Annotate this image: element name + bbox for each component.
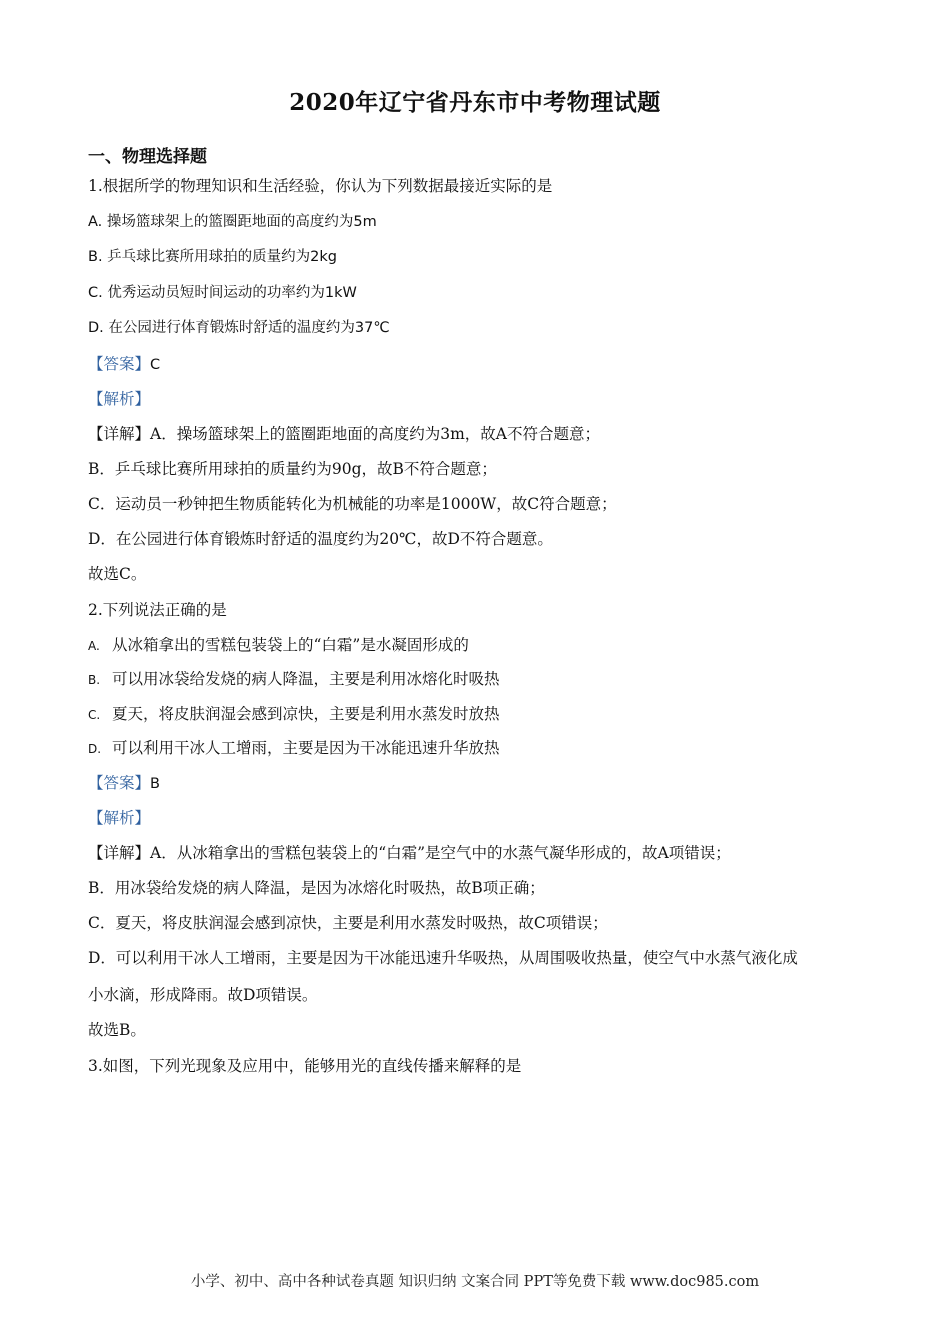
answer-value: C [150, 357, 161, 373]
q1-stem: 1.根据所学的物理知识和生活经验，你认为下列数据最接近实际的是 [88, 177, 553, 195]
q2-answer [88, 773, 160, 794]
q2-explanation-a: 【详解】A．从冰箱拿出的雪糕包装袋上的“白霜”是空气中的水蒸气凝华形成的，故A项错误； [88, 844, 731, 862]
q2-analysis-label: 【解析】 [88, 809, 151, 827]
detail-label: 【详解】 [88, 425, 151, 443]
q2-conclusion: 故选B。 [88, 1021, 146, 1039]
q1-answer [88, 354, 160, 375]
q2-explanation-d-cont: 小水滴，形成降雨。故D项错误。 [88, 986, 318, 1004]
q1-conclusion: 故选C。 [88, 565, 147, 583]
q1-explanation-a: 【详解】A．操场篮球架上的篮圈距地面的高度约为3m，故A不符合题意； [88, 425, 600, 443]
answer-label: 【答案】 [88, 774, 151, 792]
section-heading: 一、物理选择题 [88, 147, 207, 167]
answer-value: B [150, 776, 160, 792]
q2-option-b: B. 可以用冰袋给发烧的病人降温，主要是利用冰熔化时吸热 [88, 670, 500, 688]
q2-stem: 2.下列说法正确的是 [88, 601, 227, 619]
q2-explanation-b: B．用冰袋给发烧的病人降温，是因为冰熔化时吸热，故B项正确； [88, 879, 545, 897]
q2-option-c: C. 夏天，将皮肤润湿会感到凉快，主要是利用水蒸发时放热 [88, 705, 500, 723]
page-footer: 小学、初中、高中各种试卷真题 知识归纳 文案合同 PPT等免费下载 www.doc985.com [190, 1274, 760, 1290]
q2-explanation-d: D．可以利用干冰人工增雨，主要是因为干冰能迅速升华吸热，从周围吸收热量，使空气中水蒸气液化成 [88, 949, 798, 967]
q1-option-a: A. 操场篮球架上的篮圈距地面的高度约为5m [88, 214, 377, 230]
q1-analysis-label: 【解析】 [88, 390, 151, 408]
q1-explanation-d: D．在公园进行体育锻炼时舒适的温度约为20℃，故D不符合题意。 [88, 530, 553, 548]
document-title: 2020年辽宁省丹东市中考物理试题 [289, 89, 661, 116]
answer-label: 【答案】 [88, 355, 151, 373]
q2-option-d: D. 可以利用干冰人工增雨，主要是因为干冰能迅速升华放热 [88, 739, 500, 757]
q1-explanation-c: C．运动员一秒钟把生物质能转化为机械能的功率是1000W，故C符合题意； [88, 495, 617, 513]
q1-option-d: D. 在公园进行体育锻炼时舒适的温度约为37℃ [88, 320, 390, 336]
q1-explanation-b: B．乒乓球比赛所用球拍的质量约为90g，故B不符合题意； [88, 460, 497, 478]
q2-option-a: A. 从冰箱拿出的雪糕包装袋上的“白霜”是水凝固形成的 [88, 636, 469, 654]
detail-label: 【详解】 [88, 844, 151, 862]
q1-option-c: C. 优秀运动员短时间运动的功率约为1kW [88, 285, 357, 301]
q2-explanation-c: C．夏天，将皮肤润湿会感到凉快，主要是利用水蒸发时吸热，故C项错误； [88, 914, 608, 932]
q1-option-b: B. 乒乓球比赛所用球拍的质量约为2kg [88, 249, 337, 265]
q3-stem: 3.如图，下列光现象及应用中，能够用光的直线传播来解释的是 [88, 1057, 522, 1075]
